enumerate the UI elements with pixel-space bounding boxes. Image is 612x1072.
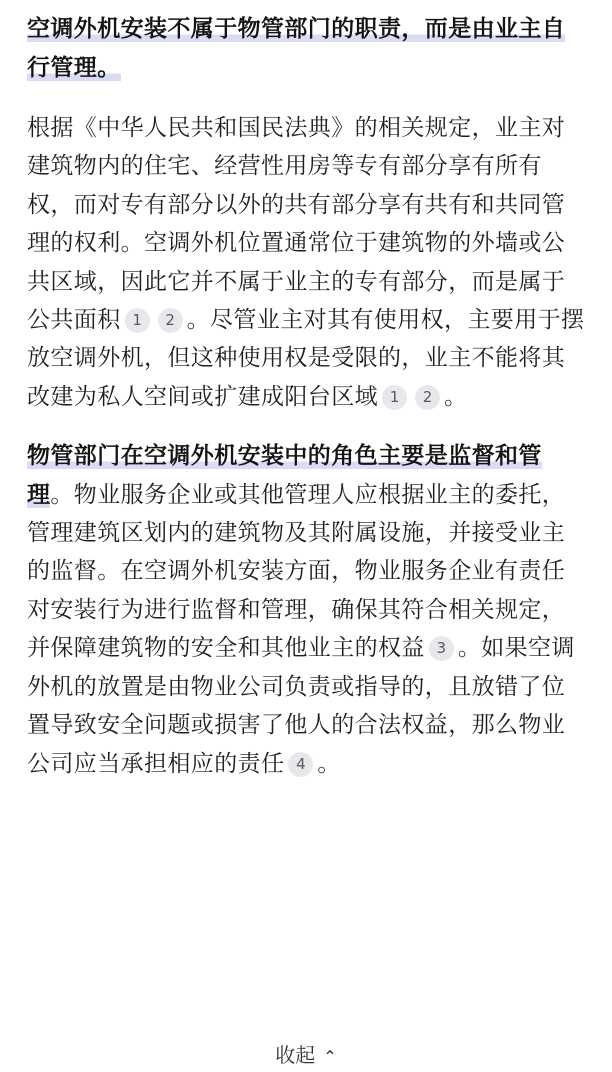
collapse-label: 收起 xyxy=(275,1043,316,1067)
paragraph-text: 根据《中华人民共和国民法典》的相关规定，业主对建筑物内的住宅、经营性用房等专有部分享有所有权，而对专有部分以外的共有部分享有共有和共同管理的权利。空调外机位置通常位于建筑物的外墙或公共区域，因此它并不属于业主的专有部分，而是属于公共面积 xyxy=(27,115,566,334)
answer-paragraph-2 xyxy=(27,109,586,416)
paragraph-text: 。 xyxy=(317,750,341,777)
paragraph-text: 。物业服务企业或其他管理人应根据业主的委托，管理建筑区划内的建筑物及其附属设施，并接受业主的监督。在空调外机安装方面，物业服务企业有责任对安装行为进行监督和管理，确保其符合相关规定，并保障建筑物的安全和其他业主的权益 xyxy=(27,481,566,662)
chevron-up-icon: ⌃ xyxy=(323,1047,337,1066)
collapse-button[interactable] xyxy=(0,1040,612,1072)
citation-badge-3[interactable]: 3 xyxy=(429,636,454,661)
citation-badge-1[interactable]: 1 xyxy=(125,308,150,333)
answer-paragraph-1 xyxy=(27,10,586,88)
conclusion-heading: 空调外机安装不属于物管部门的职责，而是由业主自行管理。 xyxy=(27,16,566,81)
citation-badge-1[interactable]: 1 xyxy=(382,385,407,410)
citation-badge-2[interactable]: 2 xyxy=(158,308,183,333)
paragraph-text: 。 xyxy=(444,383,468,410)
paragraph-text: 。尽管业主对其有使用权，主要用于摆放空调外机，但这种使用权是受限的，业主不能将其改建为私人空间或扩建成阳台区域 xyxy=(27,307,585,410)
section-heading: 物管部门在空调外机安装中的角色主要是监督和管理 xyxy=(27,443,542,508)
citation-badge-2[interactable]: 2 xyxy=(415,385,440,410)
answer-paragraph-3 xyxy=(27,437,586,783)
paragraph-text: 。如果空调外机的放置是由物业公司负责或指导的，且放错了位置导致安全问题或损害了他人的合法权益，那么物业公司应当承担相应的责任 xyxy=(27,635,575,777)
citation-badge-4[interactable]: 4 xyxy=(288,752,313,777)
